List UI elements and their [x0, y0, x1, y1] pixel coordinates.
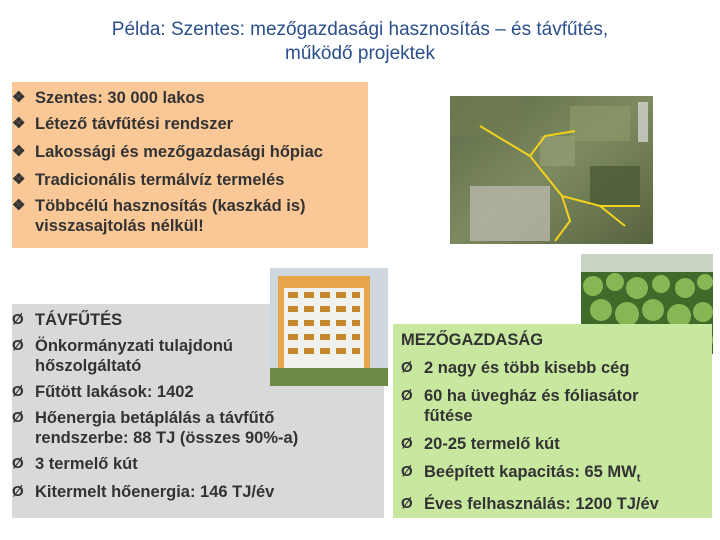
list-item: ❖ Szentes: 30 000 lakos — [12, 89, 205, 107]
diamond-bullet-icon: ❖ — [12, 197, 26, 214]
arrow-bullet-icon: Ø — [12, 409, 24, 426]
aerial-map-photo — [450, 96, 653, 244]
arrow-bullet-icon: Ø — [12, 311, 24, 328]
list-item: Ø Beépített kapacitás: 65 $MW_t$ — [401, 463, 641, 485]
list-item: Ø Fűtött lakások: 1402 — [12, 383, 194, 401]
apartment-building-photo — [270, 268, 388, 386]
list-item: Ø Kitermelt hőenergia: 146 TJ/év — [12, 483, 275, 501]
arrow-bullet-icon: Ø — [12, 455, 24, 472]
arrow-bullet-icon: Ø — [401, 359, 413, 376]
list-item: ❖ Többcélú hasznosítás (kaszkád is) visszasajtolás nélkül! — [12, 197, 306, 235]
list-item: ❖ Létező távfűtési rendszer — [12, 115, 234, 133]
list-item: Ø 60 ha üvegház és fóliasátor fűtése — [401, 387, 639, 425]
arrow-bullet-icon: Ø — [401, 495, 413, 513]
overview-box — [12, 82, 368, 248]
list-item: Ø 20-25 termelő kút — [401, 435, 560, 453]
diamond-bullet-icon: ❖ — [12, 143, 26, 160]
title-line-1: Példa: Szentes: mezőgazdasági hasznosítás – és távfűtés, — [111, 19, 609, 40]
list-item: Ø Önkormányzati tulajdonú hőszolgáltató — [12, 337, 234, 375]
agriculture-box — [393, 324, 712, 518]
list-item: Ø Éves felhasználás: 1200 TJ/év — [401, 495, 659, 514]
list-item: Ø Hőenergia betáplálás a távfűtő rendszerbe: 88 TJ (összes 90%-a) — [12, 409, 299, 447]
agriculture-list — [401, 358, 712, 514]
list-item: ❖ Lakossági és mezőgazdasági hőpiac — [12, 143, 323, 161]
diamond-bullet-icon: ❖ — [12, 171, 26, 188]
arrow-bullet-icon: Ø — [401, 435, 413, 452]
list-item: ❖ Tradicionális termálvíz termelés — [12, 171, 285, 189]
list-item: Ø TÁVFŰTÉS — [12, 311, 123, 329]
arrow-bullet-icon: Ø — [401, 387, 413, 404]
overview-list — [12, 82, 368, 236]
list-item: Ø 3 termelő kút — [12, 455, 138, 473]
arrow-bullet-icon: Ø — [401, 463, 413, 480]
agriculture-heading: MEZŐGAZDASÁG — [401, 331, 544, 349]
arrow-bullet-icon: Ø — [12, 483, 24, 500]
title-line-2: működő projektek — [285, 43, 435, 64]
arrow-bullet-icon: Ø — [12, 337, 24, 354]
arrow-bullet-icon: Ø — [12, 383, 24, 400]
diamond-bullet-icon: ❖ — [12, 115, 26, 132]
diamond-bullet-icon: ❖ — [12, 89, 26, 106]
slide-title — [40, 18, 680, 66]
list-item: Ø 2 nagy és több kisebb cég — [401, 359, 630, 377]
